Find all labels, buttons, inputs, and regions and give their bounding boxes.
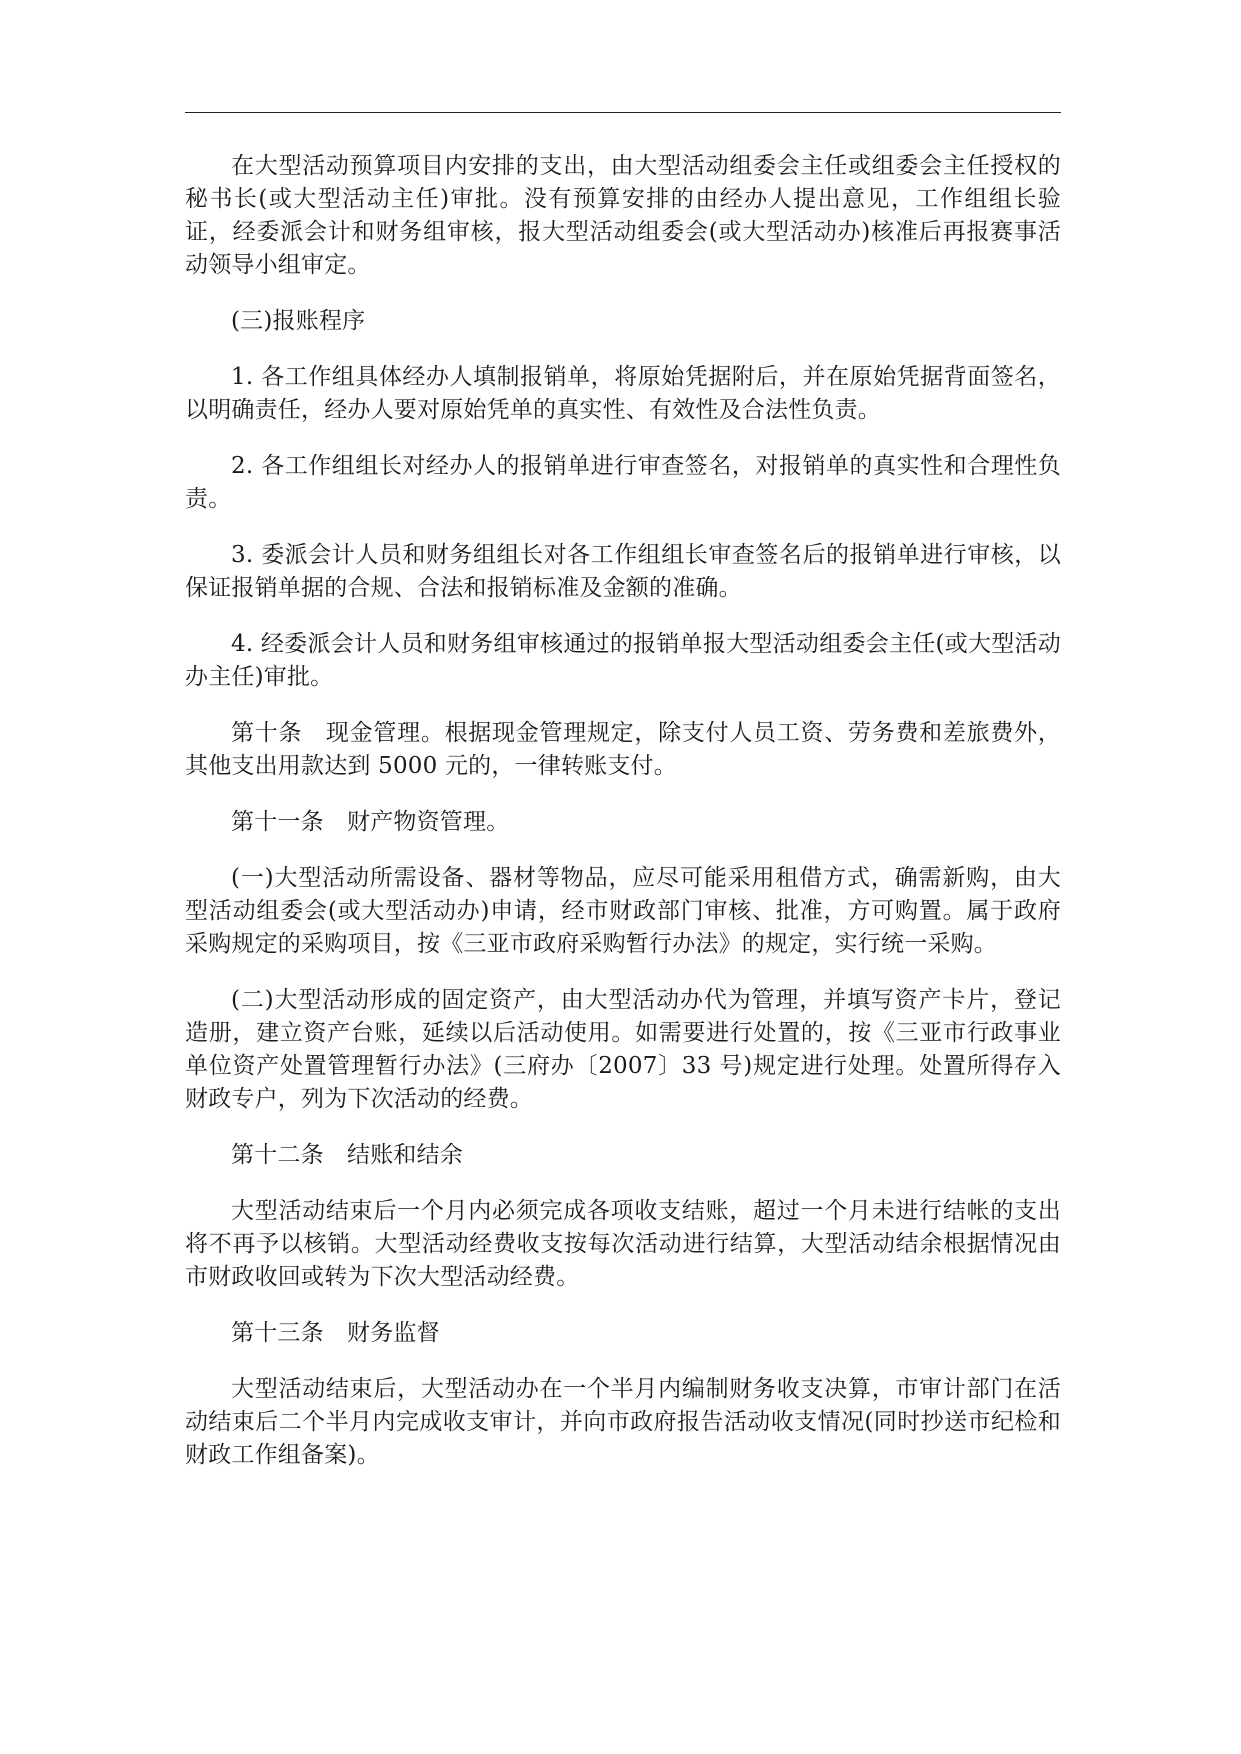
paragraph-step-4: 4. 经委派会计人员和财务组审核通过的报销单报大型活动组委会主任(或大型活动办主任)审批。 xyxy=(185,631,1061,690)
article-12-heading: 第十二条 结账和结余 xyxy=(231,1142,463,1168)
paragraph-approval: 在大型活动预算项目内安排的支出，由大型活动组委会主任或组委会主任授权的秘书长(或大型活动主任)审批。没有预算安排的由经办人提出意见，工作组组长验证，经委派会计和财务组审核，报大型活动组委会(或大型活动办)核准后再报赛事活动领导小组审定。 xyxy=(185,153,1061,278)
paragraph-step-3: 3. 委派会计人员和财务组组长对各工作组组长审查签名后的报销单进行审核，以保证报销单据的合规、合法和报销标准及金额的准确。 xyxy=(185,542,1061,601)
article-13-body: 大型活动结束后，大型活动办在一个半月内编制财务收支决算，市审计部门在活动结束后二个半月内完成收支审计，并向市政府报告活动收支情况(同时抄送市纪检和财政工作组备案)。 xyxy=(185,1376,1061,1468)
section-heading-reimbursement: (三)报账程序 xyxy=(231,308,366,334)
article-10: 第十条 现金管理。根据现金管理规定，除支付人员工资、劳务费和差旅费外，其他支出用款达到 5000 元的，一律转账支付。 xyxy=(185,720,1061,779)
document-body xyxy=(185,150,1061,1495)
article-12-body: 大型活动结束后一个月内必须完成各项收支结账，超过一个月未进行结帐的支出将不再予以核销。大型活动经费收支按每次活动进行结算，大型活动结余根据情况由市财政收回或转为下次大型活动经费。 xyxy=(185,1198,1061,1290)
article-11-item-2: (二)大型活动形成的固定资产，由大型活动办代为管理，并填写资产卡片，登记造册，建立资产台账，延续以后活动使用。如需要进行处置的，按《三亚市行政事业单位资产处置管理暂行办法》(三府办〔2007〕33 号)规定进行处理。处置所得存入财政专户，列为下次活动的经费。 xyxy=(185,987,1061,1112)
paragraph-step-1: 1. 各工作组具体经办人填制报销单，将原始凭据附后，并在原始凭据背面签名，以明确责任，经办人要对原始凭单的真实性、有效性及合法性负责。 xyxy=(185,364,1061,423)
header-rule xyxy=(185,112,1061,113)
article-11-item-1: (一)大型活动所需设备、器材等物品，应尽可能采用租借方式，确需新购，由大型活动组委会(或大型活动办)申请，经市财政部门审核、批准，方可购置。属于政府采购规定的采购项目，按《三亚市政府采购暂行办法》的规定，实行统一采购。 xyxy=(185,865,1061,957)
article-13-heading: 第十三条 财务监督 xyxy=(231,1320,440,1346)
paragraph-step-2: 2. 各工作组组长对经办人的报销单进行审查签名，对报销单的真实性和合理性负责。 xyxy=(185,453,1061,512)
article-11-heading: 第十一条 财产物资管理。 xyxy=(231,809,510,835)
